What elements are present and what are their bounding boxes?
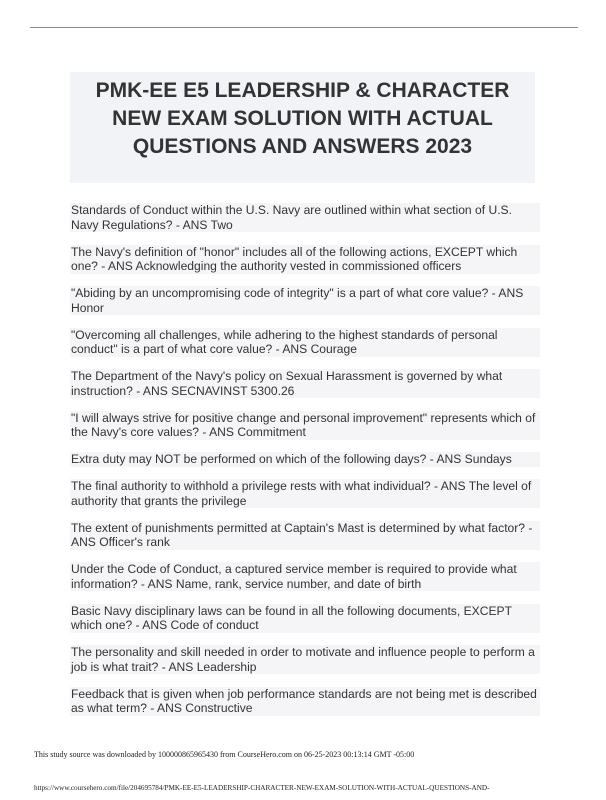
qa-item: Extra duty may NOT be performed on which of the following days? - ANS Sundays	[70, 452, 540, 467]
qa-item: The personality and skill needed in order to motivate and influence people to perform a job is what trait? - ANS Leadership	[70, 645, 540, 674]
qa-item: The Department of the Navy's policy on Sexual Harassment is governed by what instruction? - ANS SECNAVINST 5300.26	[70, 369, 540, 398]
qa-item: The Navy's definition of "honor" includes all of the following actions, EXCEPT which one? - ANS Acknowledging the authority vested in commissioned officers	[70, 245, 540, 274]
qa-list	[70, 203, 540, 728]
qa-item: "Abiding by an uncompromising code of integrity" is a part of what core value? - ANS Honor	[70, 286, 540, 315]
title-banner	[70, 72, 535, 183]
qa-item: The final authority to withhold a privilege rests with what individual? - ANS The level of authority that grants the privilege	[70, 479, 540, 508]
qa-item: Basic Navy disciplinary laws can be found in all the following documents, EXCEPT which one? - ANS Code of conduct	[70, 604, 540, 633]
download-source-note: This study source was downloaded by 100000865965430 from CourseHero.com on 06-25-2023 00:13:14 GMT -05:00	[34, 750, 415, 759]
qa-item: Standards of Conduct within the U.S. Navy are outlined within what section of U.S. Navy Regulations? - ANS Two	[70, 203, 540, 232]
qa-item: The extent of punishments permitted at Captain's Mast is determined by what factor? - ANS Officer's rank	[70, 521, 540, 550]
document-title: PMK-EE E5 LEADERSHIP & CHARACTER NEW EXAM SOLUTION WITH ACTUAL QUESTIONS AND ANSWERS 2023	[95, 79, 510, 158]
source-url[interactable]: https://www.coursehero.com/file/204695784/PMK-EE-E5-LEADERSHIP-CHARACTER-NEW-EXAM-SOLUTION-WITH-ACTUAL-QUESTIONS-AND-	[34, 784, 490, 792]
qa-item: "I will always strive for positive change and personal improvement" represents which of the Navy's core values? - ANS Commitment	[70, 411, 540, 440]
top-divider	[30, 27, 578, 28]
qa-item: Under the Code of Conduct, a captured service member is required to provide what information? - ANS Name, rank, service number, and date of birth	[70, 562, 540, 591]
qa-item: "Overcoming all challenges, while adhering to the highest standards of personal conduct" is a part of what core value? - ANS Courage	[70, 328, 540, 357]
qa-item: Feedback that is given when job performance standards are not being met is described as what term? - ANS Constructive	[70, 687, 540, 716]
